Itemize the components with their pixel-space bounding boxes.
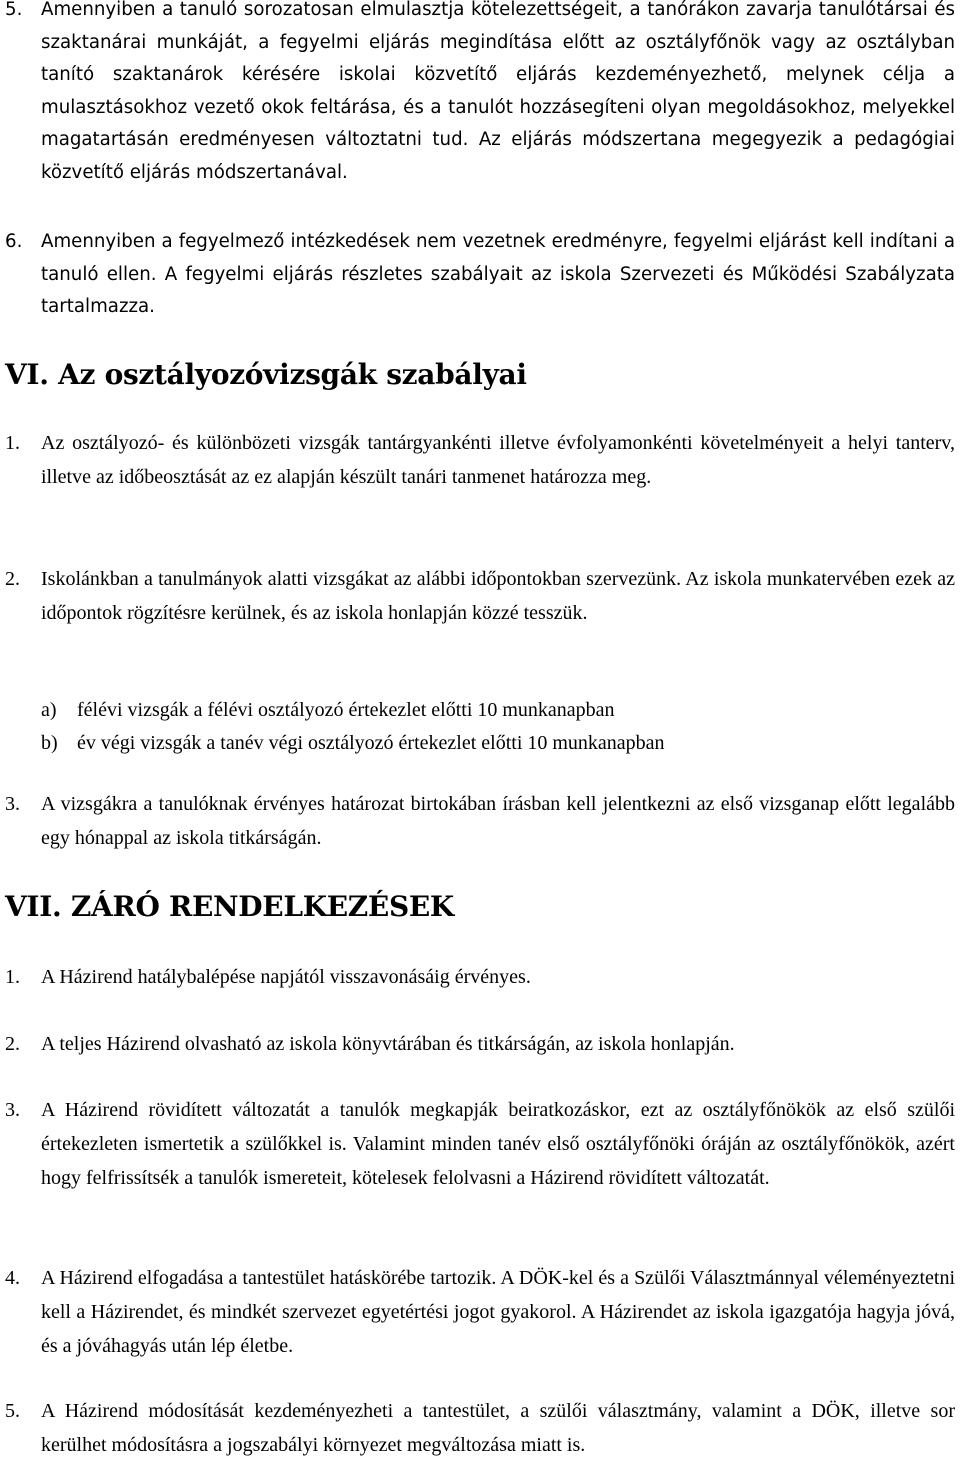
item-number: 2. — [5, 568, 20, 590]
subitem-text: félévi vizsgák a félévi osztályozó értekezlet előtti 10 munkanapban — [77, 699, 615, 721]
rule-vii-3 — [5, 1093, 955, 1195]
item-number: 1. — [5, 432, 20, 454]
item-number: 1. — [5, 966, 20, 988]
exam-period-a — [41, 693, 941, 727]
section-vi-heading: VI. Az osztályozóvizsgák szabályai — [5, 358, 527, 391]
subitem-text: év végi vizsgák a tanév végi osztályozó értekezlet előtti 10 munkanapban — [77, 732, 665, 754]
item-number: 5. — [5, 1400, 20, 1422]
rule-v-5 — [5, 0, 955, 189]
item-text: A vizsgákra a tanulóknak érvényes határozat birtokában írásban kell jelentkezni az első vizsganap előtt legalább egy hónappal az iskola titkárságán. — [41, 793, 955, 849]
item-text: A Házirend hatálybalépése napjától visszavonásáig érvényes. — [41, 966, 531, 988]
item-text: Amennyiben a tanuló sorozatosan elmulasztja kötelezettségeit, a tanórákon zavarja tanulótársai és szaktanárai munkáját, a fegyelmi eljárás megindítása előtt az osztályfőnök vagy az osztályban tanító szaktanárok kérésére iskolai közvetítő eljárás kezdeményezhető, melynek célja a mulasztásokhoz vezető okok feltárása, és a tanulót hozzásegíteni olyan megoldásokhoz, melyekkel magatartásán eredményesen változtatni tud. Az eljárás módszertana megegyezik a pedagógiai közvetítő eljárás módszertanával. — [41, 0, 955, 183]
rule-vi-2 — [5, 562, 955, 630]
rule-vii-4 — [5, 1261, 955, 1363]
item-number: 5. — [5, 0, 23, 20]
item-text: A teljes Házirend olvasható az iskola könyvtárában és titkárságán, az iskola honlapján. — [41, 1033, 735, 1055]
item-text: A Házirend módosítását kezdeményezheti a tantestület, a szülői választmány, valamint a DÖK, illetve sor kerülhet módosításra a jogszabályi környezet megváltozása miatt is. — [41, 1400, 955, 1456]
rule-v-6 — [5, 226, 955, 324]
item-number: 4. — [5, 1267, 20, 1289]
section-vii-heading: VII. ZÁRÓ RENDELKEZÉSEK — [5, 890, 454, 923]
item-text: Amennyiben a fegyelmező intézkedések nem vezetnek eredményre, fegyelmi eljárást kell indítani a tanuló ellen. A fegyelmi eljárás részletes szabályait az iskola Szervezeti és Működési Szabályzata tartalmazza. — [41, 231, 955, 317]
item-text: Iskolánkban a tanulmányok alatti vizsgákat az alábbi időpontokban szervezünk. Az iskola munkatervében ezek az időpontok rögzítésre kerülnek, és az iskola honlapján közzé tesszük. — [41, 568, 955, 624]
item-number: 2. — [5, 1033, 20, 1055]
item-text: A Házirend elfogadása a tantestület hatáskörébe tartozik. A DÖK-kel és a Szülői Választmánnyal véleményeztetni kell a Házirendet, és mindkét szervezet egyetértési jogot gyakorol. A Házirendet az iskola igazgatója hagyja jóvá, és a jóváhagyás után lép életbe. — [41, 1267, 955, 1357]
subitem-marker: a) — [41, 699, 57, 721]
item-number: 3. — [5, 1099, 20, 1121]
rule-vii-1 — [5, 960, 955, 994]
rule-vi-3 — [5, 787, 955, 855]
rule-vi-1 — [5, 426, 955, 494]
item-text: A Házirend rövidített változatát a tanulók megkapják beiratkozáskor, ezt az osztályfőnökök az első szülői értekezleten ismertetik a szülőkkel is. Valamint minden tanév első osztályfőnöki óráján az osztályfőnökök, azért hogy felfrissítsék a tanulók ismereteit, kötelesek felolvasni a Házirend rövidített változatát. — [41, 1099, 955, 1189]
rule-vii-2 — [5, 1027, 955, 1061]
rule-vii-5 — [5, 1394, 955, 1462]
exam-period-b — [41, 726, 941, 760]
item-text: Az osztályozó- és különbözeti vizsgák tantárgyankénti illetve évfolyamonkénti követelményeit a helyi tanterv, illetve az időbeosztását az ez alapján készült tanári tanmenet határozza meg. — [41, 432, 955, 488]
subitem-marker: b) — [41, 732, 58, 754]
item-number: 3. — [5, 793, 20, 815]
item-number: 6. — [5, 231, 23, 252]
